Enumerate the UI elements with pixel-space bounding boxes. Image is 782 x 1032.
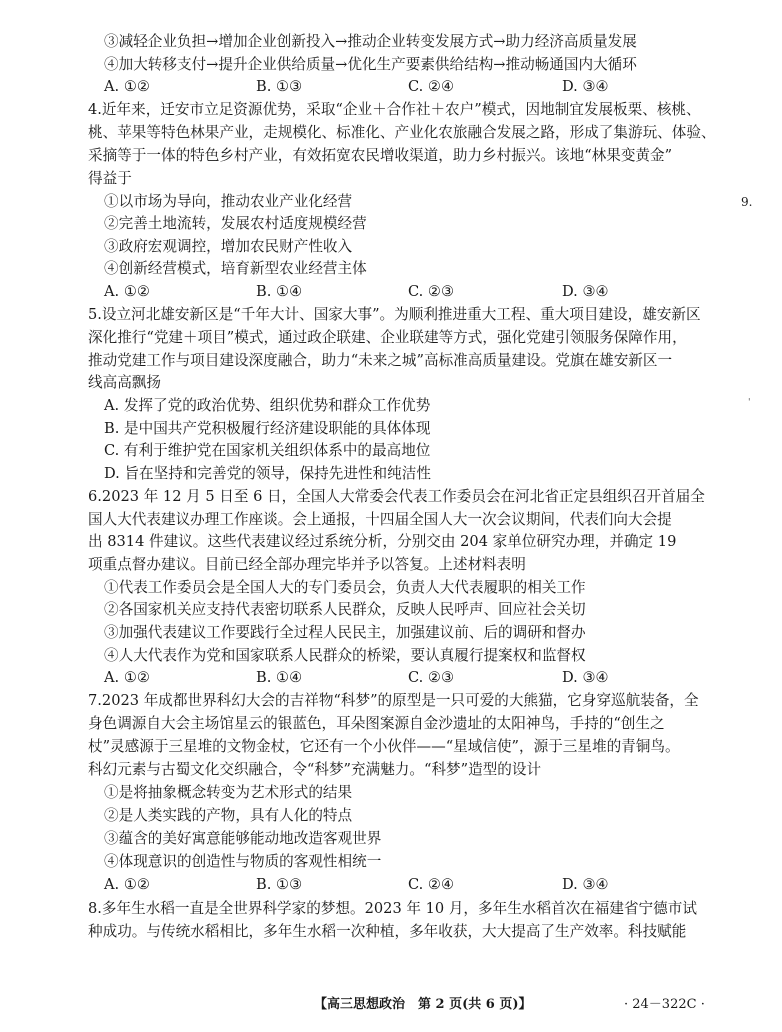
q4-option-b: B. ①④ (256, 283, 303, 300)
footer-page-info: 【高三思想政治 第 2 页(共 6 页)】 (314, 997, 532, 1012)
q8-stem-line-1: 8.多年生水稻一直是全世界科学家的梦想。2023 年 10 月，多年生水稻首次在福建省宁德市试 (88, 900, 697, 917)
q5-choice-b: B. 是中国共产党积极履行经济建设职能的具体体现 (104, 420, 431, 437)
q7-stem-line-4: 科幻元素与古蜀文化交织融合，令“科梦”充满魅力。“科梦”造型的设计 (88, 761, 542, 778)
q6-item-1: ①代表工作委员会是全国人大的专门委员会，负责人大代表履职的相关工作 (104, 579, 586, 596)
q6-option-c: C. ②③ (408, 669, 455, 686)
q4-options (104, 281, 704, 303)
q4-stem-line-1: 4.近年来，迁安市立足资源优势，采取“企业＋合作社＋农户”模式，因地制宜发展板栗、核桃、 (88, 101, 701, 118)
q6-item-2: ②各国家机关应支持代表密切联系人民群众，反映人民呼声、回应社会关切 (104, 601, 586, 618)
margin-question-number: 9. (741, 195, 753, 209)
q7-option-a: A. ①② (104, 876, 150, 893)
q4-stem-line-2: 桃、苹果等特色林果产业，走规模化、标准化、产业化农旅融合发展之路，形成了集游玩、体验、 (88, 124, 716, 141)
q4-item-2: ②完善土地流转，发展农村适度规模经营 (104, 215, 367, 232)
q6-options (104, 667, 704, 689)
q7-options (104, 874, 704, 896)
q6-option-b: B. ①④ (256, 669, 303, 686)
q6-option-a: A. ①② (104, 669, 150, 686)
q7-stem-line-3: 杖”灵感源于三星堆的文物金杖，它还有一个小伙伴——“星域信使”，源于三星堆的青铜鸟。 (88, 738, 680, 755)
margin-mark: ' (748, 398, 751, 408)
q3-options (104, 76, 704, 98)
q7-stem-line-1: 7.2023 年成都世界科幻大会的吉祥物“科梦”的原型是一只可爱的大熊猫，它身穿巡航装备，全 (88, 692, 699, 709)
q6-stem-line-2: 国人大代表建议办理工作座谈。会上通报，十四届全国人大一次会议期间，代表们向大会提 (88, 511, 672, 528)
q7-item-3: ③蕴含的美好寓意能够能动地改造客观世界 (104, 830, 382, 847)
q4-item-4: ④创新经营模式，培育新型农业经营主体 (104, 260, 367, 277)
q8-stem-line-2: 种成功。与传统水稻相比，多年生水稻一次种植，多年收获，大大提高了生产效率。科技赋能 (88, 923, 687, 940)
q5-choice-d: D. 旨在坚持和完善党的领导，保持先进性和纯洁性 (104, 465, 431, 482)
q4-option-a: A. ①② (104, 283, 150, 300)
q6-stem-line-3: 出 8314 件建议。这些代表建议经过系统分析，分别交由 204 家单位研究办理，并确定 19 (88, 533, 677, 550)
footer-exam-code: · 24－322C · (624, 997, 705, 1012)
q6-stem-line-1: 6.2023 年 12 月 5 日至 6 日，全国人大常委会代表工作委员会在河北省正定县组织召开首届全 (88, 488, 705, 505)
q3-option-a: A. ①② (104, 78, 150, 95)
q6-stem-line-4: 项重点督办建议。目前已经全部办理完毕并予以答复。上述材料表明 (88, 556, 526, 573)
q6-option-d: D. ③④ (562, 669, 609, 686)
q7-item-1: ①是将抽象概念转变为艺术形式的结果 (104, 784, 353, 801)
q5-stem-line-3: 推动党建工作与项目建设深度融合，助力“未来之城”高标准高质量建设。党旗在雄安新区一 (88, 352, 673, 369)
q4-option-c: C. ②③ (408, 283, 455, 300)
page-footer (0, 993, 782, 1015)
q6-item-4: ④人大代表作为党和国家联系人民群众的桥梁，要认真履行提案权和监督权 (104, 647, 586, 664)
q7-item-2: ②是人类实践的产物，具有人化的特点 (104, 807, 353, 824)
q5-stem-line-2: 深化推行“党建＋项目”模式，通过政企联建、企业联建等方式，强化党建引领服务保障作用， (88, 329, 687, 346)
q4-stem-line-3: 采摘等于一体的特色乡村产业，有效拓宽农民增收渠道，助力乡村振兴。该地“林果变黄金” (88, 147, 673, 164)
q7-item-4: ④体现意识的创造性与物质的客观性相统一 (104, 853, 382, 870)
q7-option-c: C. ②④ (408, 876, 455, 893)
q6-item-3: ③加强代表建议工作要践行全过程人民民主，加强建议前、后的调研和督办 (104, 624, 586, 641)
q3-option-d: D. ③④ (562, 78, 609, 95)
q7-stem-line-2: 身色调源自大会主场馆星云的银蓝色，耳朵图案源自金沙遗址的太阳神鸟，手持的“创生之 (88, 715, 665, 732)
q7-option-d: D. ③④ (562, 876, 609, 893)
q5-stem-line-4: 线高高飘扬 (88, 374, 161, 391)
q7-option-b: B. ①③ (256, 876, 303, 893)
q5-choice-c: C. 有利于维护党在国家机关组织体系中的最高地位 (104, 442, 431, 459)
q3-item-4: ④加大转移支付→提升企业供给质量→优化生产要素供给结构→推动畅通国内大循环 (104, 56, 637, 73)
q3-option-b: B. ①③ (256, 78, 303, 95)
q4-stem-line-4: 得益于 (88, 170, 132, 187)
q4-option-d: D. ③④ (562, 283, 609, 300)
q4-item-3: ③政府宏观调控，增加农民财产性收入 (104, 238, 353, 255)
q3-option-c: C. ②④ (408, 78, 455, 95)
q5-stem-line-1: 5.设立河北雄安新区是“千年大计、国家大事”。为顺利推进重大工程、重大项目建设，雄安新区 (88, 306, 701, 323)
q5-choice-a: A. 发挥了党的政治优势、组织优势和群众工作优势 (104, 397, 431, 414)
q4-item-1: ①以市场为导向，推动农业产业化经营 (104, 193, 353, 210)
q3-item-3: ③减轻企业负担→增加企业创新投入→推动企业转变发展方式→助力经济高质量发展 (104, 33, 637, 50)
